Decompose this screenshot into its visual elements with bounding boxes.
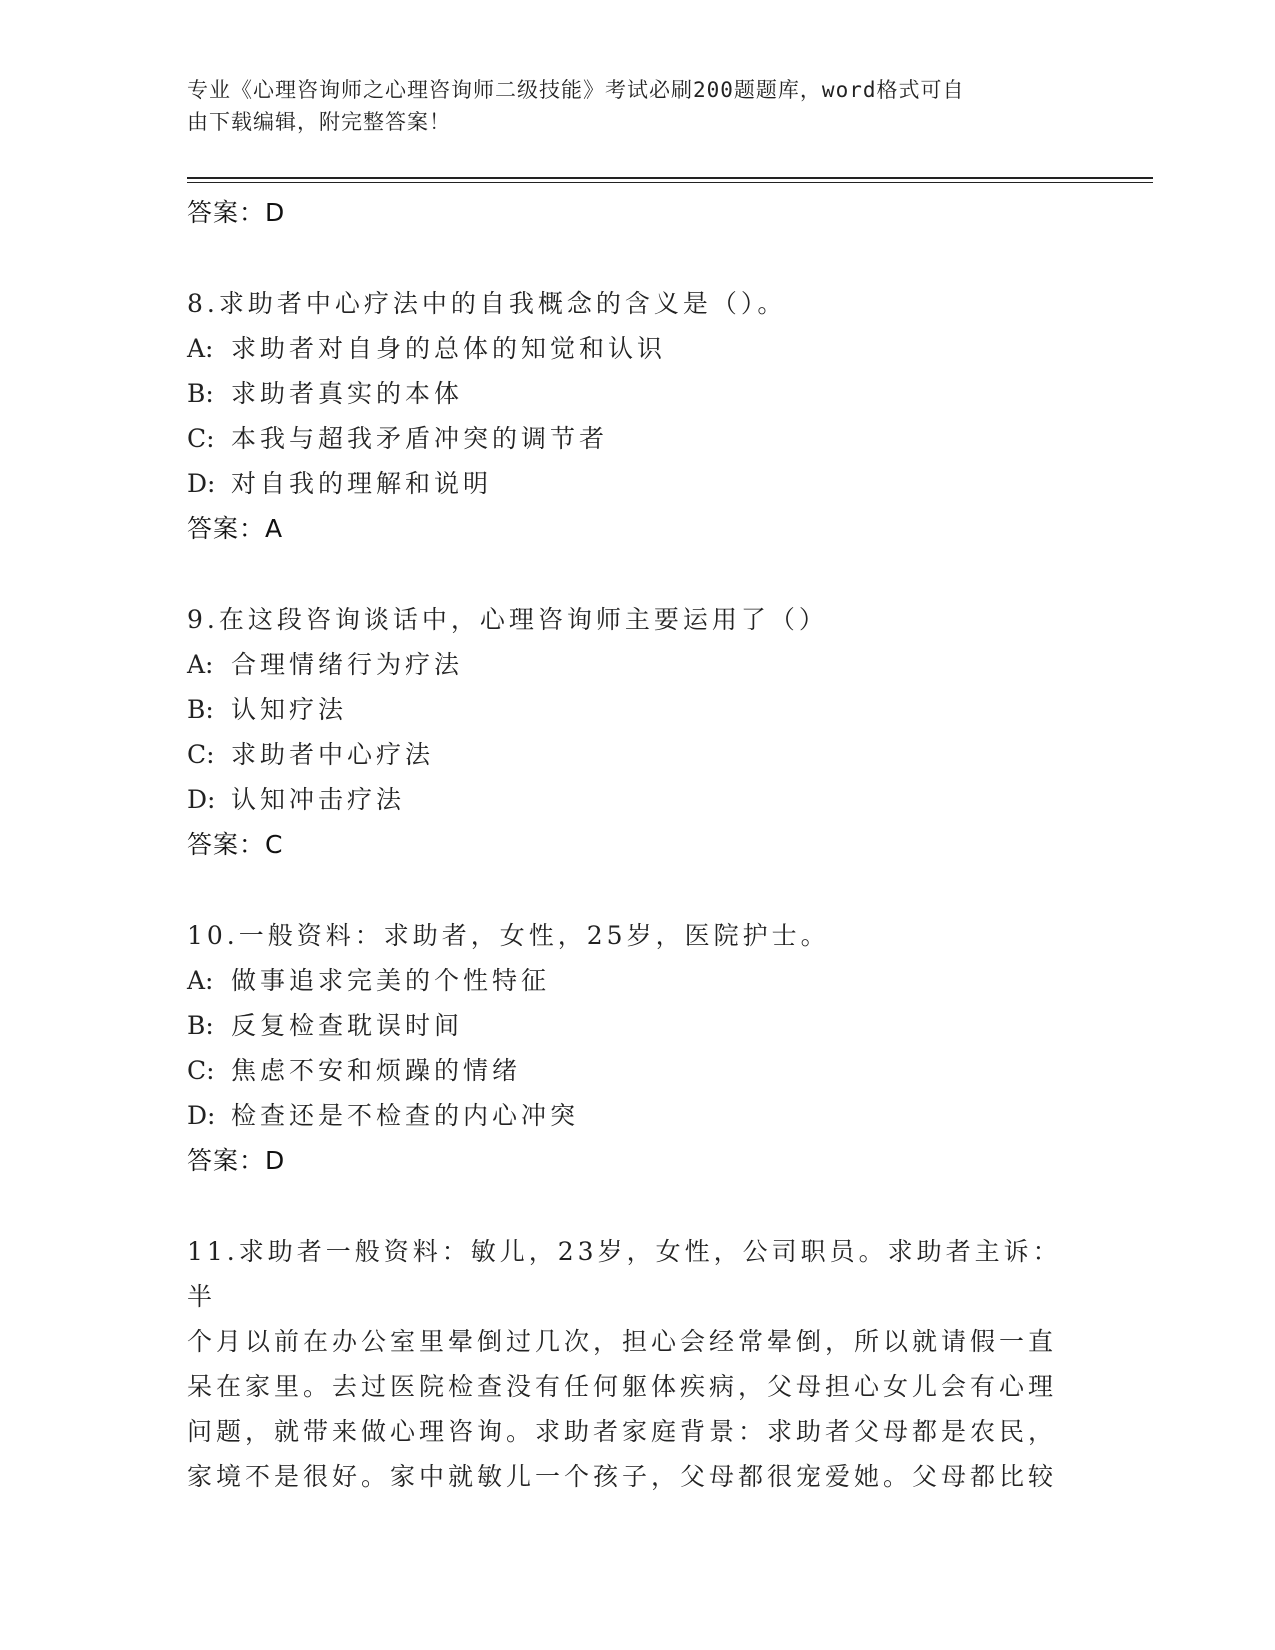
option-c <box>187 416 1087 461</box>
option-key: B: <box>187 1011 214 1040</box>
question-10 <box>187 913 1087 1183</box>
stem-line: 家境不是很好。家中就敏儿一个孩子，父母都很宠爱她。父母都比较 <box>187 1462 1058 1491</box>
answer-q9: 答案：C <box>187 830 284 859</box>
option-key: B: <box>187 695 214 724</box>
question-list <box>187 190 1087 1499</box>
header-divider-thin <box>187 182 1153 183</box>
option-key: A: <box>187 966 214 995</box>
header-line-2: 由下载编辑，附完整答案！ <box>187 110 451 134</box>
question-9 <box>187 597 1087 867</box>
question-stem: 8.求助者中心疗法中的自我概念的含义是（）。 <box>187 289 787 318</box>
option-text: 求助者真实的本体 <box>231 379 464 408</box>
header-line-1: 专业《心理咨询师之心理咨询师二级技能》考试必刷200题题库，word格式可自 <box>187 78 965 102</box>
option-text: 检查还是不检查的内心冲突 <box>231 1101 580 1130</box>
option-a <box>187 326 1087 371</box>
option-d <box>187 777 1087 822</box>
option-key: C: <box>187 1056 215 1085</box>
answer-q10: 答案：D <box>187 1146 286 1175</box>
option-b <box>187 1003 1087 1048</box>
option-c <box>187 1048 1087 1093</box>
option-text: 焦虑不安和烦躁的情绪 <box>231 1056 522 1085</box>
question-stem: 10.一般资料：求助者，女性，25岁，医院护士。 <box>187 921 830 950</box>
question-11 <box>187 1229 1087 1499</box>
option-a <box>187 958 1087 1003</box>
option-key: D: <box>187 1101 216 1130</box>
option-b <box>187 371 1087 416</box>
question-stem <box>187 1229 1087 1499</box>
option-key: D: <box>187 469 216 498</box>
option-key: D: <box>187 785 216 814</box>
option-text: 做事追求完美的个性特征 <box>231 966 551 995</box>
question-stem: 9.在这段咨询谈话中，心理咨询师主要运用了（） <box>187 605 828 634</box>
option-text: 合理情绪行为疗法 <box>231 650 464 679</box>
option-key: C: <box>187 424 215 453</box>
option-key: C: <box>187 740 215 769</box>
answer-q7: 答案：D <box>187 198 286 227</box>
option-text: 求助者中心疗法 <box>231 740 435 769</box>
stem-line: 个月以前在办公室里晕倒过几次，担心会经常晕倒，所以就请假一直 <box>187 1327 1058 1356</box>
option-b <box>187 687 1087 732</box>
header-divider-thick <box>187 177 1153 179</box>
stem-line: 呆在家里。去过医院检查没有任何躯体疾病，父母担心女儿会有心理 <box>187 1372 1058 1401</box>
stem-line: 11.求助者一般资料：敏儿，23岁，女性，公司职员。求助者主诉：半 <box>187 1237 1062 1311</box>
option-key: A: <box>187 334 214 363</box>
option-text: 反复检查耽误时间 <box>231 1011 464 1040</box>
option-key: A: <box>187 650 214 679</box>
stem-line: 问题，就带来做心理咨询。求助者家庭背景：求助者父母都是农民， <box>187 1417 1058 1446</box>
question-8 <box>187 281 1087 551</box>
option-text: 认知冲击疗法 <box>231 785 406 814</box>
option-text: 本我与超我矛盾冲突的调节者 <box>231 424 609 453</box>
document-header <box>187 74 1077 138</box>
option-text: 求助者对自身的总体的知觉和认识 <box>231 334 667 363</box>
option-text: 对自我的理解和说明 <box>231 469 493 498</box>
option-key: B: <box>187 379 214 408</box>
option-text: 认知疗法 <box>231 695 348 724</box>
option-a <box>187 642 1087 687</box>
answer-q8: 答案：A <box>187 514 284 543</box>
option-d <box>187 461 1087 506</box>
option-c <box>187 732 1087 777</box>
option-d <box>187 1093 1087 1138</box>
